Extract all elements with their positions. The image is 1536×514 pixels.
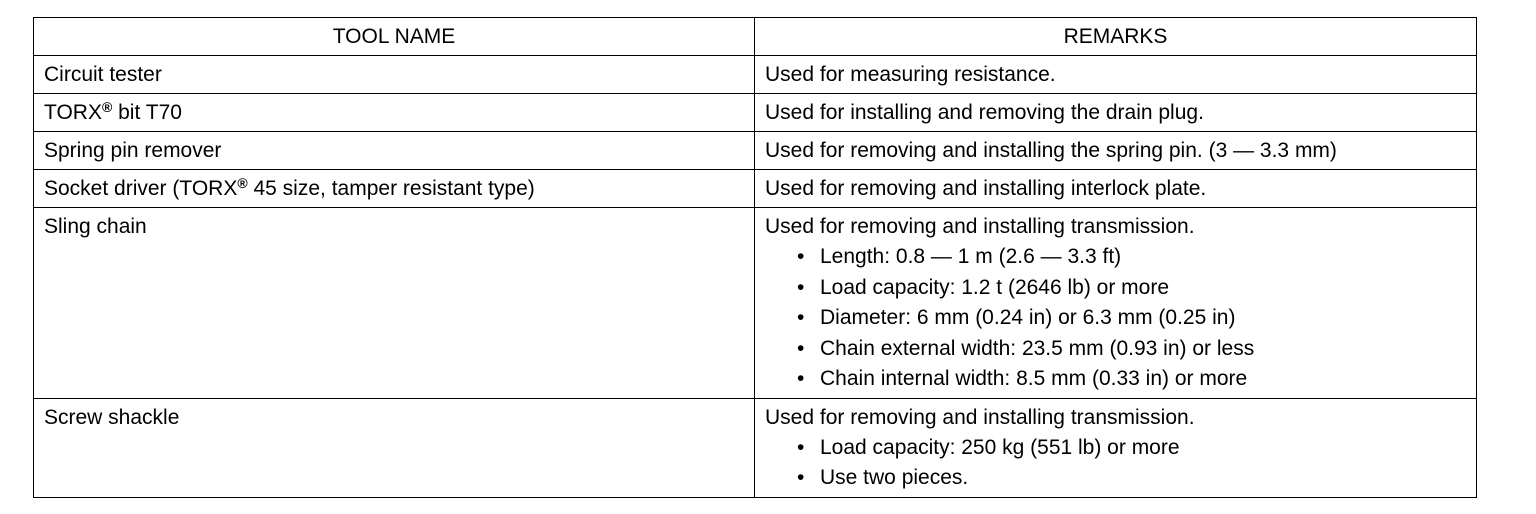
bullet-text: Diameter: 6 mm (0.24 in) or 6.3 mm (0.25 in) (820, 306, 1236, 329)
bullet-text: Load capacity: 250 kg (551 lb) or more (820, 435, 1180, 459)
list-item (797, 242, 1466, 273)
tool-name-cell (34, 398, 755, 497)
bullet-text: Chain internal width: 8.5 mm (0.33 in) or more (820, 367, 1248, 390)
tool-name: Sling chain (44, 215, 147, 238)
table-row (34, 132, 1477, 170)
table-row (34, 208, 1477, 399)
tool-name-cell (34, 94, 755, 132)
list-item (797, 273, 1466, 304)
special-tools-table (33, 17, 1477, 498)
list-item (797, 433, 1466, 464)
tool-name-cell (34, 208, 755, 399)
tool-name: Socket driver (TORX (44, 177, 238, 200)
tool-name-cell (34, 132, 755, 170)
bullet-text: Length: 0.8 — 1 m (2.6 — 3.3 ft) (820, 245, 1122, 268)
remark-text: Used for measuring resistance. (765, 63, 1056, 86)
bullet-icon: • (797, 275, 805, 299)
tool-name-suffix: 45 size, tamper resistant type) (247, 177, 535, 200)
bullet-icon: • (797, 336, 805, 360)
remark-text: Used for removing and installing transmission. (765, 405, 1195, 429)
bullet-icon: • (797, 306, 805, 329)
tool-name: TORX (44, 101, 102, 124)
table-header-row (34, 18, 1477, 56)
list-item (797, 334, 1466, 365)
bullet-icon: • (797, 367, 805, 390)
remark-bullet-list (765, 433, 1466, 494)
list-item (797, 463, 1466, 494)
list-item (797, 303, 1466, 334)
tool-name-cell (34, 170, 755, 208)
remarks-cell (755, 56, 1477, 94)
tool-name: Screw shackle (44, 405, 180, 429)
table-row (34, 398, 1477, 497)
registered-trademark-symbol: ® (101, 99, 113, 115)
remark-text: Used for removing and installing transmission. (765, 215, 1195, 238)
bullet-text: Chain external width: 23.5 mm (0.93 in) or less (820, 336, 1255, 360)
remark-bullet-list (765, 242, 1466, 395)
tool-name: Circuit tester (44, 63, 162, 86)
bullet-text: Use two pieces. (820, 466, 969, 489)
bullet-text: Load capacity: 1.2 t (2646 lb) or more (820, 275, 1170, 299)
remark-text: Used for removing and installing the spring pin. (3 — 3.3 mm) (765, 139, 1337, 162)
list-item (797, 364, 1466, 395)
table-row (34, 170, 1477, 208)
table-row (34, 56, 1477, 94)
remarks-cell (755, 132, 1477, 170)
remark-text: Used for removing and installing interlock plate. (765, 177, 1207, 200)
remarks-cell (755, 170, 1477, 208)
remarks-cell (755, 208, 1477, 399)
bullet-icon: • (797, 435, 805, 459)
tool-name: Spring pin remover (44, 139, 222, 162)
tool-name-cell (34, 56, 755, 94)
registered-trademark-symbol: ® (237, 175, 248, 191)
remarks-cell (755, 398, 1477, 497)
remark-text: Used for installing and removing the drain plug. (765, 101, 1204, 124)
column-header-remarks: REMARKS (755, 18, 1477, 56)
bullet-icon: • (797, 466, 805, 489)
table-row (34, 94, 1477, 132)
bullet-icon: • (797, 245, 805, 268)
tool-name-suffix: bit T70 (112, 101, 182, 124)
column-header-tool-name: TOOL NAME (34, 18, 755, 56)
remarks-cell (755, 94, 1477, 132)
